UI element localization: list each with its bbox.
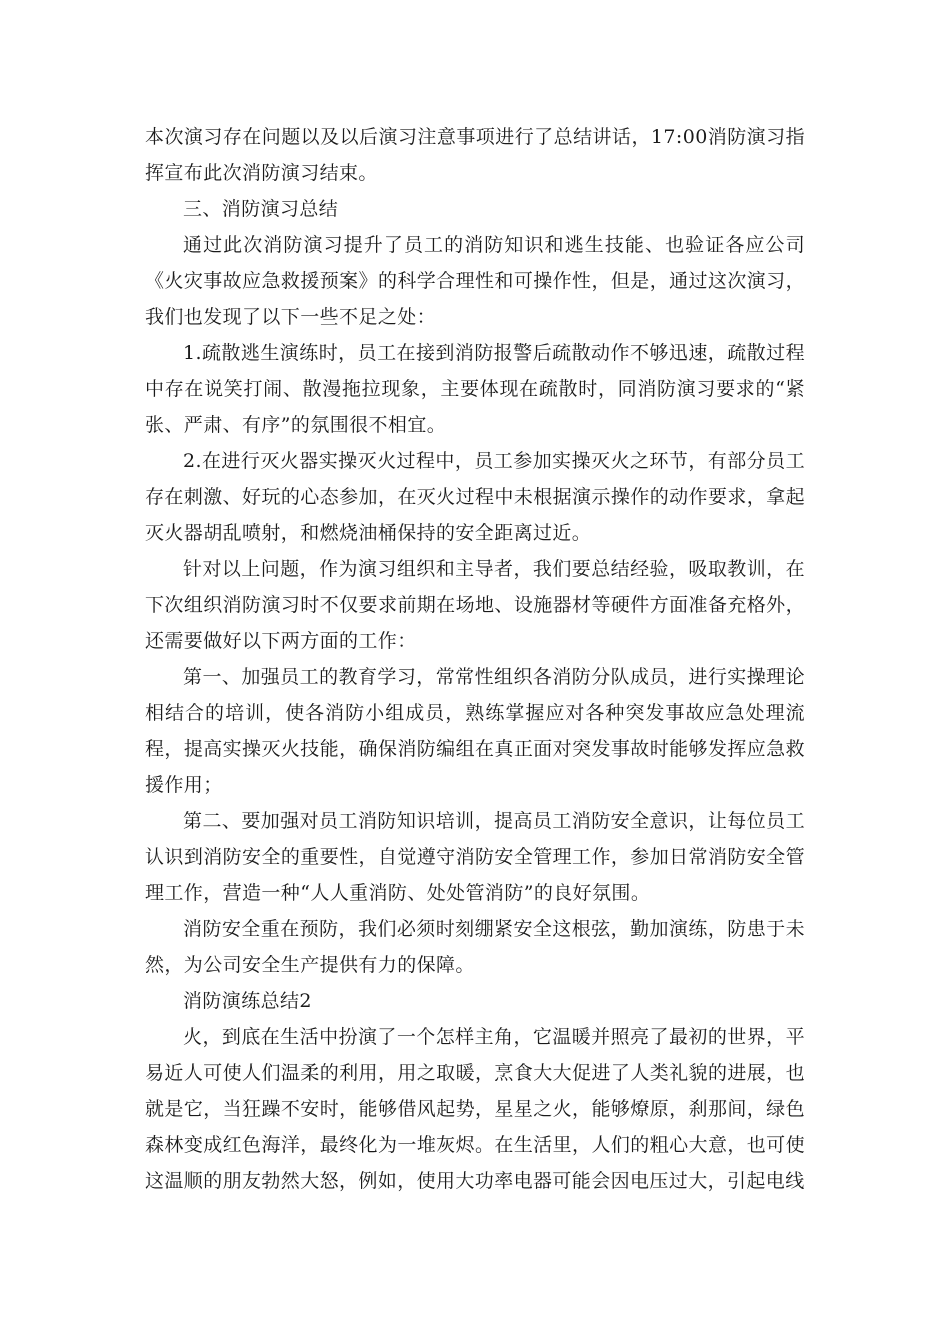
- paragraph-drill-conclusion: 本次演习存在问题以及以后演习注意事项进行了总结讲话，17:00消防演习指挥宣布此次消防演习结束。: [145, 126, 805, 184]
- paragraph-measure-2: 第二、要加强对员工消防知识培训，提高员工消防安全意识，让每位员工认识到消防安全的重要性，自觉遵守消防安全管理工作，参加日常消防安全管理工作，营造一种“人人重消防、处处管消防”的良好氛围。: [145, 810, 805, 904]
- paragraph-fire-essay: 火，到底在生活中扮演了一个怎样主角，它温暖并照亮了最初的世界，平易近人可使人们温柔的利用，用之取暖，烹食大大促进了人类礼貌的进展，也就是它，当狂躁不安时，能够借风起势，星星之火，能够燎原，刹那间，绿色森林变成红色海洋，最终化为一堆灰烬。在生活里，人们的粗心大意，也可使这温顺的朋友勃然大怒，例如，使用大功率电器可能会因电压过大，引起电线: [145, 1026, 805, 1192]
- paragraph-measure-1: 第一、加强员工的教育学习，常常性组织各消防分队成员，进行实操理论相结合的培训，使各消防小组成员，熟练掌握应对各种突发事故应急处理流程，提高实操灭火技能，确保消防编组在真正面对突发事故时能够发挥应急救援作用；: [145, 666, 805, 796]
- paragraph-issue-1: 1.疏散逃生演练时，员工在接到消防报警后疏散动作不够迅速，疏散过程中存在说笑打闹、散漫拖拉现象，主要体现在疏散时，同消防演习要求的“紧张、严肃、有序”的氛围很不相宜。: [145, 342, 805, 436]
- section-heading-drill-summary: 三、消防演习总结: [183, 198, 339, 220]
- section-heading-summary-2: 消防演练总结2: [183, 990, 312, 1012]
- paragraph-issue-2: 2.在进行灭火器实操灭火过程中，员工参加实操灭火之环节，有部分员工存在刺激、好玩的心态参加，在灭火过程中未根据演示操作的动作要求，拿起灭火器胡乱喷射，和燃烧油桶保持的安全距离过近。: [145, 450, 805, 544]
- paragraph-summary-intro: 通过此次消防演习提升了员工的消防知识和逃生技能、也验证各应公司《火灾事故应急救援预案》的科学合理性和可操作性，但是，通过这次演习，我们也发现了以下一些不足之处：: [145, 234, 805, 328]
- paragraph-improvement-intro: 针对以上问题，作为演习组织和主导者，我们要总结经验，吸取教训，在下次组织消防演习时不仅要求前期在场地、设施器材等硬件方面准备充格外，还需要做好以下两方面的工作：: [145, 558, 805, 652]
- paragraph-prevention: 消防安全重在预防，我们必须时刻绷紧安全这根弦，勤加演练，防患于未然，为公司安全生产提供有力的保障。: [145, 918, 805, 976]
- document-body: [145, 119, 805, 1199]
